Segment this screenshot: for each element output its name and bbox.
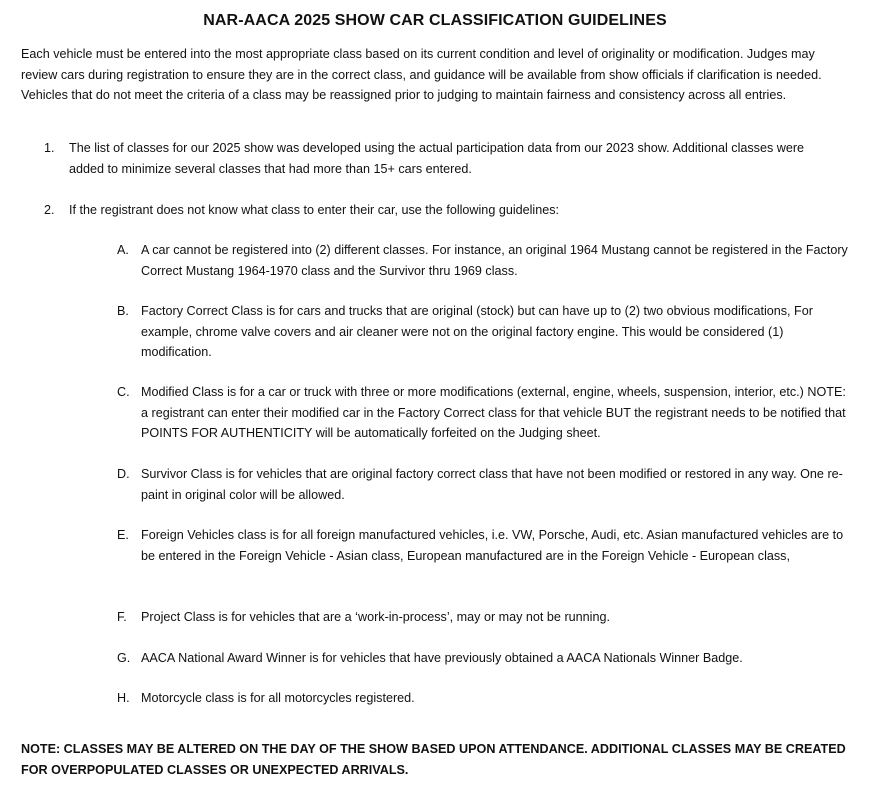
guideline-item-c — [117, 382, 850, 444]
numbered-item-marker: 2. — [44, 203, 55, 217]
numbered-item-1 — [44, 138, 834, 179]
closing-note: NOTE: CLASSES MAY BE ALTERED ON THE DAY OF THE SHOW BASED UPON ATTENDANCE. ADDITIONAL CLASSES MAY BE CREATED FOR OVERPOPULATED CLASSES OR UNEXPECTED ARRIVALS. — [21, 742, 846, 777]
guideline-text: Survivor Class is for vehicles that are original factory correct class that have not been modified or restored in any way. One re-paint in original color will be allowed. — [141, 467, 843, 502]
guideline-text: Foreign Vehicles class is for all foreign manufactured vehicles, i.e. VW, Porsche, Audi, etc. Asian manufactured vehicles are to be entered in the Foreign Vehicle - Asian class, European manufactured are in the Foreign Vehicle - European class, — [141, 528, 844, 563]
guideline-text: Factory Correct Class is for cars and trucks that are original (stock) but can have up to (2) two obvious modifications, For example, chrome valve covers and air cleaner were not on the original factory engine. This would be considered (1) modification. — [141, 304, 813, 359]
guideline-text: AACA National Award Winner is for vehicles that have previously obtained a AACA Nationals Winner Badge. — [141, 651, 743, 665]
guideline-text: Modified Class is for a car or truck with three or more modifications (external, engine, wheels, suspension, interior, etc.) NOTE: a registrant can enter their modified car in the Factory Correct class for that vehicle BUT the registrant needs to be notified that POINTS FOR AUTHENTICITY will be automatically forfeited on the Judging sheet. — [141, 385, 846, 440]
guideline-item-e — [117, 525, 850, 566]
guideline-marker: A. — [117, 243, 129, 257]
guideline-marker: E. — [117, 528, 129, 542]
guideline-marker: C. — [117, 385, 130, 399]
numbered-item-marker: 1. — [44, 141, 55, 155]
numbered-item-text: If the registrant does not know what class to enter their car, use the following guidelines: — [69, 203, 560, 217]
guideline-text: Motorcycle class is for all motorcycles registered. — [141, 691, 415, 705]
guideline-item-a — [117, 240, 850, 281]
guideline-marker: H. — [117, 691, 130, 705]
intro-paragraph: Each vehicle must be entered into the most appropriate class based on its current condition and level of originality or modification. Judges may review cars during registration to ensure they are in the correct class, and guidance will be available from show officials if clarification is needed. Vehicles that do not meet the criteria of a class may be reassigned prior to judging to maintain fairness and consistency across all entries. — [21, 47, 822, 102]
guideline-item-b — [117, 301, 850, 363]
guideline-item-f — [117, 607, 850, 628]
guideline-text: Project Class is for vehicles that are a ‘work-in-process’, may or may not be running. — [141, 610, 610, 624]
numbered-item-text: The list of classes for our 2025 show was developed using the actual participation data from our 2023 show. Additional classes were added to minimize several classes that had more than 15+ cars entered. — [69, 141, 805, 176]
guideline-marker: G. — [117, 651, 131, 665]
guideline-text: A car cannot be registered into (2) different classes. For instance, an original 1964 Mustang cannot be registered in the Factory Correct Mustang 1964-1970 class and the Survivor thru 1969 class. — [141, 243, 848, 278]
guideline-item-h — [117, 688, 850, 709]
guideline-item-g — [117, 648, 850, 669]
guideline-marker: B. — [117, 304, 129, 318]
guideline-item-d — [117, 464, 850, 505]
document-title: NAR-AACA 2025 SHOW CAR CLASSIFICATION GUIDELINES — [203, 12, 667, 29]
guideline-marker: D. — [117, 467, 130, 481]
guideline-marker: F. — [117, 610, 127, 624]
numbered-item-2 — [44, 200, 834, 221]
